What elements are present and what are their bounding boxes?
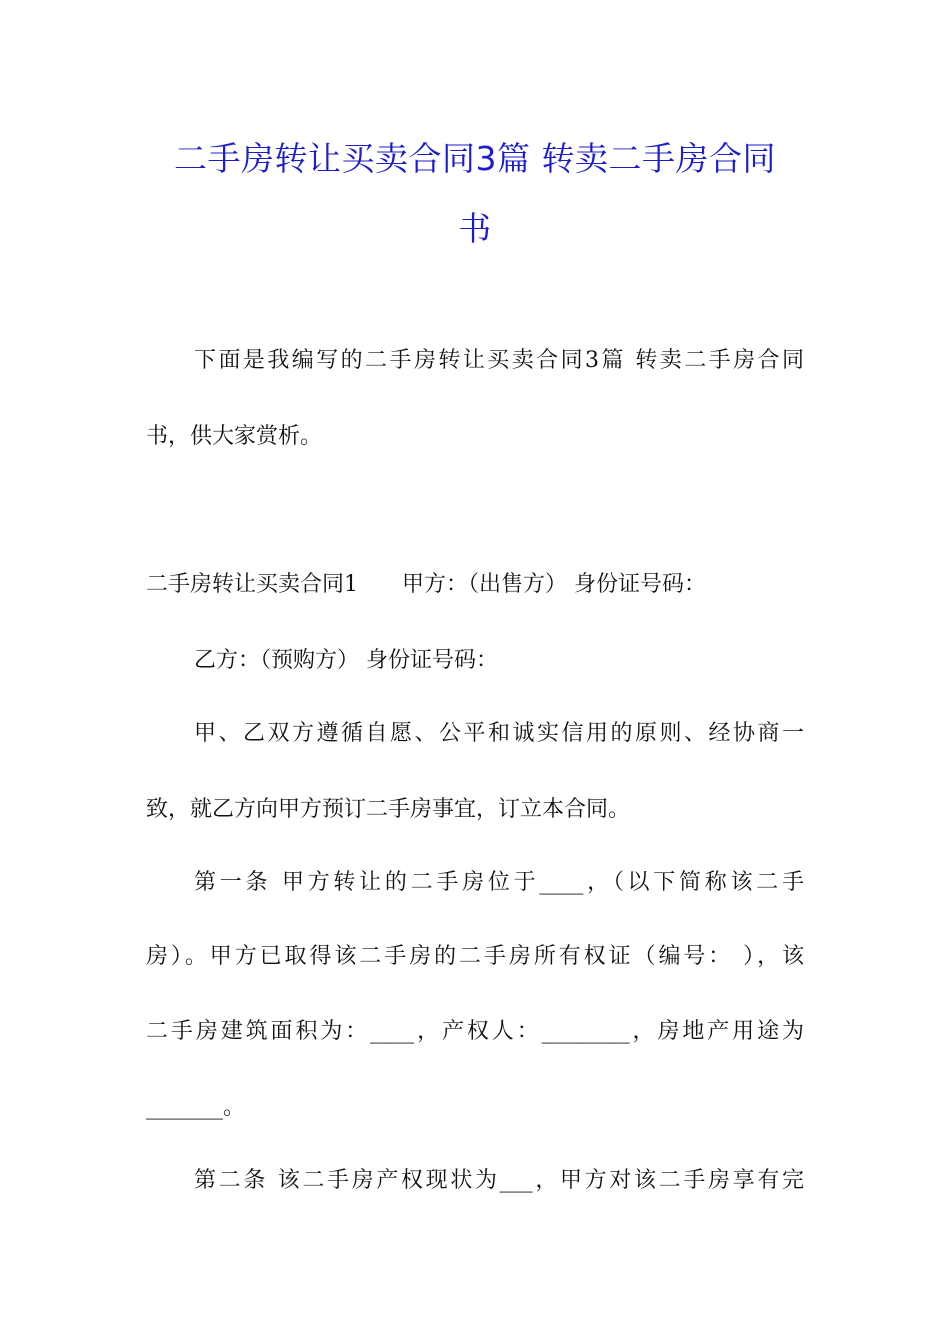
article-1-line-4: _______。 [146,1095,246,1120]
article-1-line-1: 第一条 甲方转让的二手房位于____，（以下简称该二手 [194,870,804,895]
document-title-line-1: 二手房转让买卖合同3篇 转卖二手房合同 [174,139,776,178]
document-title-line-2: 书 [458,209,492,248]
party-b-line: 乙方：（预购方） 身份证号码： [194,648,498,673]
intro-paragraph-line-2: 书，供大家赏析。 [146,424,323,449]
intro-paragraph-line-1: 下面是我编写的二手房转让买卖合同3篇 转卖二手房合同 [194,348,804,373]
contract-1-header: 二手房转让买卖合同1 甲方：（出售方） 身份证号码： [146,572,706,597]
principle-paragraph-line-2: 致，就乙方向甲方预订二手房事宜，订立本合同。 [146,797,631,822]
article-1-line-3: 二手房建筑面积为：____，产权人：________，房地产用途为 [146,1019,804,1044]
article-1-line-2: 房）。甲方已取得该二手房的二手房所有权证（编号： ），该 [146,944,804,969]
article-2-line-1: 第二条 该二手房产权现状为___，甲方对该二手房享有完 [194,1168,804,1193]
principle-paragraph-line-1: 甲、乙双方遵循自愿、公平和诚实信用的原则、经协商一 [194,721,804,746]
